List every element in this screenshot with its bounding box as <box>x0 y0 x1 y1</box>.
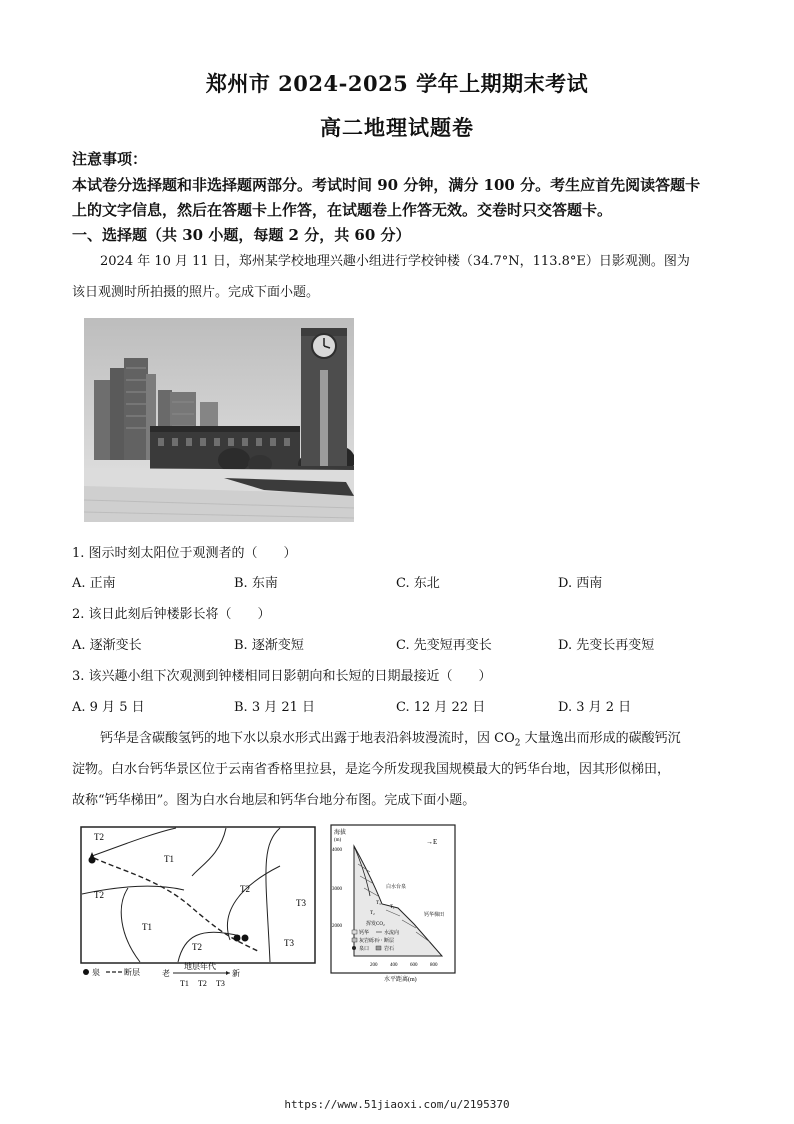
map-label: T3 <box>296 898 306 908</box>
intro2-line-2: 淀物。白水台钙华景区位于云南省香格里拉县，是迄今所发现我国规模最大的钙华台地，因其形似梯田， <box>72 762 671 777</box>
intro1-line-1: 2024 年 10 月 11 日，郑州某学校地理兴趣小组进行学校钟楼（34.7°N，113.8°E）日影观测。图为 <box>100 254 690 269</box>
q2-option-a: A. 逐渐变长 <box>72 638 142 653</box>
map-label: T2 <box>192 942 202 952</box>
legend-new-label: 新 <box>232 969 240 978</box>
q3-option-c: C. 12 月 22 日 <box>396 700 486 715</box>
profile-legend: 灰岩砾石 <box>359 939 380 944</box>
intro1-line-2: 该日观测时所拍摄的照片。完成下面小题。 <box>72 285 320 300</box>
clock-tower-photo <box>84 318 354 522</box>
terrace-profile-diagram <box>330 824 456 988</box>
profile-legend: 岩石 <box>384 947 395 952</box>
q2-option-c: C. 先变短再变长 <box>396 638 492 653</box>
legend-spring-label: 泉 <box>92 968 100 977</box>
section-heading: 一、选择题（共 30 小题，每题 2 分，共 60 分） <box>72 226 411 244</box>
map-label: T1 <box>164 854 174 864</box>
profile-ylabel: 海拔 <box>334 830 347 836</box>
intro2-line-3: 故称“钙华梯田”。图为白水台地层和钙华台地分布图。完成下面小题。 <box>72 793 476 808</box>
legend-age-label: 地层年代 <box>184 962 216 971</box>
profile-legend: 水流向 <box>384 931 400 936</box>
profile-label-co2: 挥发CO₂ <box>366 922 385 927</box>
profile-xtick: 800 <box>430 963 438 968</box>
profile-label-terraces: 钙华梯田 <box>424 913 445 918</box>
q1-option-d: D. 西南 <box>558 576 603 591</box>
q2-option-d: D. 先变长再变短 <box>558 638 655 653</box>
profile-label-spring: 白水台泉 <box>386 885 407 890</box>
q3-option-d: D. 3 月 2 日 <box>558 700 632 715</box>
profile-ytick: 3000 <box>332 887 342 892</box>
map-label: T2 <box>94 890 104 900</box>
exam-subtitle: 高二地理试题卷 <box>320 115 474 140</box>
stratum-map <box>80 826 316 988</box>
legend-t3: T3 <box>216 979 225 988</box>
profile-xlabel: 水平距离(m) <box>384 977 417 983</box>
profile-ytick: 4000 <box>332 848 342 853</box>
notice-line-1: 本试卷分选择题和非选择题两部分。考试时间 90 分钟，满分 100 分。考生应首先阅读答题卡 <box>72 176 701 194</box>
profile-legend: 钙华 <box>359 931 370 936</box>
profile-label-t3: T₃ <box>376 901 381 906</box>
notice-line-2: 上的文字信息，然后在答题卡上作答，在试题卷上作答无效。交卷时只交答题卡。 <box>72 201 613 219</box>
profile-legend: 泉口 <box>359 947 370 952</box>
profile-xtick: 200 <box>370 963 378 968</box>
q1-option-c: C. 东北 <box>396 576 440 591</box>
q2-option-b: B. 逐渐变短 <box>234 638 304 653</box>
profile-legend: 断层 <box>384 939 395 944</box>
exam-title: 郑州市 2024-2025 学年上期期末考试 <box>205 71 589 96</box>
intro2-line-1: 钙华是含碳酸氢钙的地下水以泉水形式出露于地表沿斜坡漫流时，因 $CO_2$ 大量逸出而形成的碳酸钙沉 <box>100 731 681 749</box>
footer-url[interactable]: https://www.51jiaoxi.com/u/2195370 <box>284 1098 510 1111</box>
profile-label-t1: T₁ <box>390 905 395 910</box>
map-label: T2 <box>240 884 250 894</box>
map-label: T2 <box>94 832 104 842</box>
q1-option-b: B. 东南 <box>234 576 278 591</box>
question-1-stem: 1. 图示时刻太阳位于观测者的（ ） <box>72 546 297 561</box>
notice-heading: 注意事项： <box>72 150 148 168</box>
profile-ytick: 2000 <box>332 924 342 929</box>
q1-option-a: A. 正南 <box>72 576 116 591</box>
legend-t2: T2 <box>198 979 207 988</box>
profile-direction: →E <box>426 838 438 846</box>
profile-xtick: 600 <box>410 963 418 968</box>
legend-old-label: 老 <box>162 969 170 978</box>
map-label: T3 <box>284 938 294 948</box>
q3-option-a: A. 9 月 5 日 <box>72 700 145 715</box>
legend-fault-label: 断层 <box>124 968 140 977</box>
map-label: T1 <box>142 922 152 932</box>
profile-yunit: (m) <box>334 838 342 843</box>
question-3-stem: 3. 该兴趣小组下次观测到钟楼相同日影朝向和长短的日期最接近（ ） <box>72 669 492 684</box>
profile-xtick: 400 <box>390 963 398 968</box>
profile-label-t2: T₂ <box>370 911 375 916</box>
legend-t1: T1 <box>180 979 189 988</box>
q3-option-b: B. 3 月 21 日 <box>234 700 316 715</box>
question-2-stem: 2. 该日此刻后钟楼影长将（ ） <box>72 607 271 622</box>
